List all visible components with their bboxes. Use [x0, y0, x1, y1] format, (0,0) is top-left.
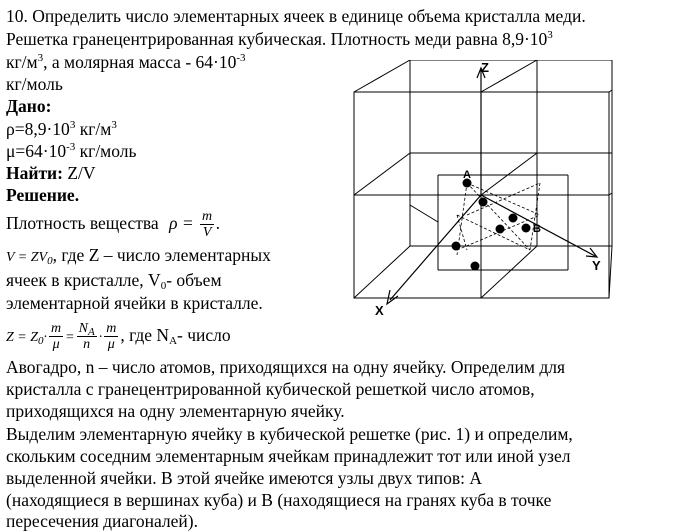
- para1-line-3: приходящихся на одну элементарную ячейку.: [6, 401, 345, 421]
- problem-line-2: Решетка гранецентрированная кубическая. Плотность меди равна $8,9\cdot 10^3$: [6, 29, 553, 49]
- para1-line-1: Авогадро, n – число атомов, приходящихся на одну ячейку. Определим для: [6, 357, 566, 377]
- axis-z-label: Z: [481, 60, 489, 75]
- density-line: Плотность вещества ρ = $\frac{m}{V}$ .: [6, 209, 221, 240]
- given-title: Дано:: [6, 96, 52, 116]
- problem-line-1: 10. Определить число элементарных ячеек в единице объема кристалла меди.: [6, 6, 586, 26]
- fcc-lattice-figure: [340, 60, 625, 322]
- node-face-5: [471, 262, 480, 271]
- para2-line-5: пересечения диагоналей).: [6, 511, 199, 531]
- para1-line-2: кристалла с гранецентрированной кубической решеткой число атомов,: [6, 379, 535, 399]
- para2-line-3: выделенной ячейки. В этой ячейке имеются узлы двух типов: А: [6, 468, 483, 488]
- solution-title: Решение.: [6, 185, 80, 205]
- axis-x-label: X: [375, 303, 384, 318]
- z-formula: $Z = Z_0\cdot$: [6, 330, 48, 348]
- problem-line-4: кг/моль: [6, 74, 63, 94]
- given-density: $\rho=8,9\cdot 10^3$ $кг/м^3$: [6, 119, 117, 139]
- para2-line-1: Выделим элементарную ячейку в кубической решетке (рис. 1) и определим,: [6, 424, 573, 444]
- volume-line: $V = ZV_0$, где Z – число элементарных: [6, 245, 271, 267]
- node-b-label: B: [533, 223, 541, 235]
- cells-line: ячеек в кристалле, $V_0-$ объем: [6, 270, 222, 292]
- node-face-2: [509, 214, 518, 223]
- unit-cell-diagonals: [457, 183, 540, 255]
- lattice-grid: [354, 60, 612, 298]
- node-face-3: [496, 225, 505, 234]
- node-b: [522, 224, 531, 233]
- density-fraction: $\frac{m}{V}$: [202, 209, 213, 240]
- elementary-line: элементарной ячейки в кристалле.: [6, 293, 263, 313]
- para2-line-2: скольким соседним элементарным ячейкам принадлежит тот или иной узел: [6, 446, 571, 466]
- density-formula: ρ =: [169, 213, 199, 234]
- node-face-1: [479, 198, 488, 207]
- axes: [387, 68, 597, 304]
- para2-line-4: (находящиеся в вершинах куба) и В (находящиеся на гранях куба в точке: [6, 490, 552, 510]
- volume-formula: $V = ZV_0$: [6, 250, 53, 267]
- find-line: Найти: Z/V: [6, 163, 96, 183]
- problem-line-3: $кг/м^3$, а молярная масса - $64\cdot 10^{-3}$: [6, 52, 246, 72]
- node-a-label: A: [463, 169, 471, 181]
- given-molar-mass: $\mu=64\cdot 10^{-3}$ кг/моль: [6, 141, 137, 161]
- z-line: $Z = Z_0\cdot$ $\frac{m}{\mu}$ = $\frac{N_A}{n}$ · $\frac{m}{\mu}$ , где $N_A-$ число: [6, 321, 231, 352]
- axis-y-label: Y: [592, 258, 601, 273]
- node-face-4: [452, 242, 461, 251]
